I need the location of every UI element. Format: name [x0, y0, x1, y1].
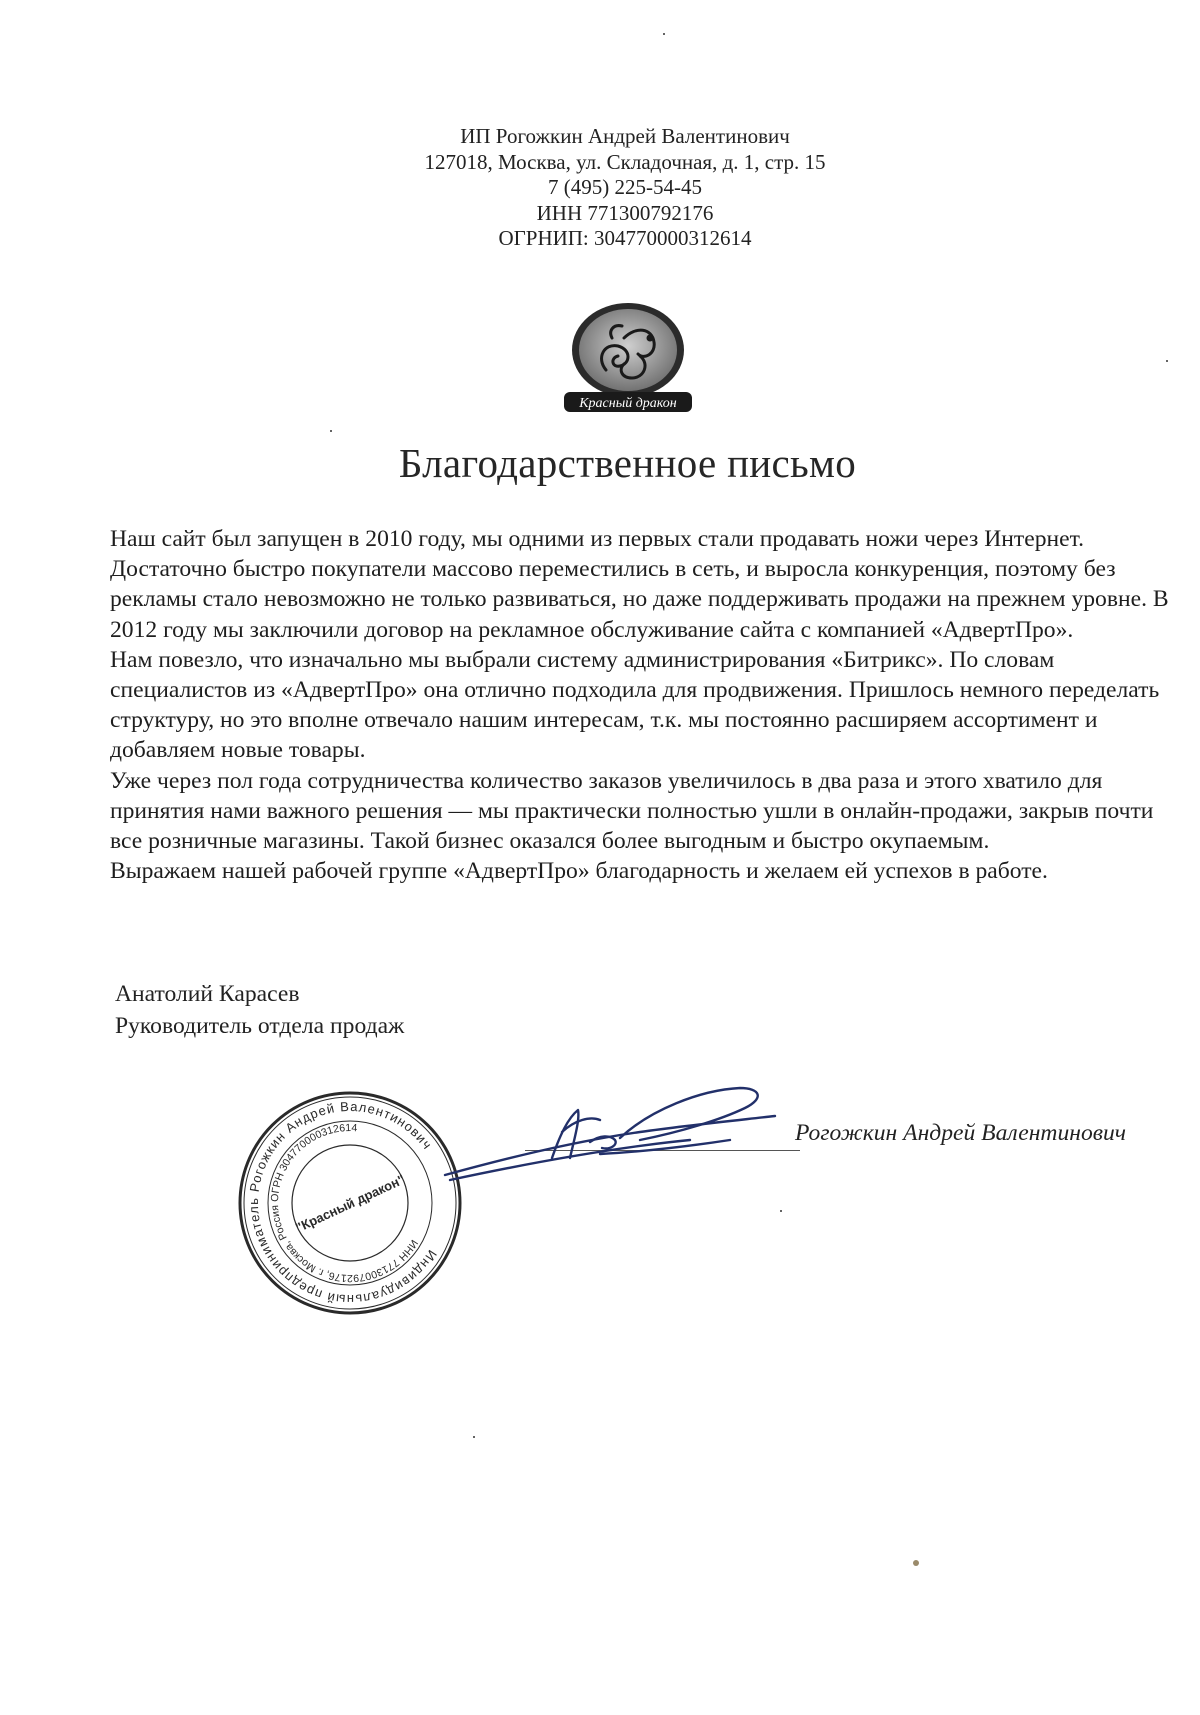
- logo-text: Красный дракон: [579, 396, 677, 411]
- signature-name: Рогожкин Андрей Валентинович: [795, 1120, 1127, 1146]
- paragraph: Нам повезло, что изначально мы выбрали систему администрирования «Битрикс». По словам специалистов из «АдвертПро» она отлично подходила для продвижения. Пришлось немного переделать структуру, но это вполне отвечало нашим интересам, т.к. мы постоянно расширяем ассортимент и добавляем новые товары.: [110, 646, 1160, 764]
- scan-speck: [913, 1560, 919, 1566]
- stamp-center-text: "Красный дракон": [293, 1171, 408, 1236]
- stamp-middle-text: ИНН 771300792176, г. Москва, Россия ОГРН 304770000312614: [268, 1121, 421, 1285]
- company-stamp: [235, 1088, 465, 1318]
- paragraph: Выражаем нашей рабочей группе «АдвертПро» благодарность и желаем ей успехов в работе.: [110, 858, 1048, 885]
- scan-speck: [473, 1436, 475, 1438]
- scan-speck: [1166, 360, 1168, 362]
- letterhead: [0, 124, 1200, 252]
- scan-speck: [780, 1210, 782, 1212]
- paragraph: Уже через пол года сотрудничества количество заказов увеличилось в два раза и этого хватило для принятия нами важного решения — мы практически полностью ушли в онлайн-продажи, закрыв почти все розничные магазины. Такой бизнес оказался более выгодным и быстро окупаемым.: [110, 767, 1154, 855]
- company-phone: 7 (495) 225-54-45: [548, 175, 702, 199]
- letter-title: Благодарственное письмо: [398, 440, 857, 486]
- signer-name: Анатолий Карасев: [115, 981, 300, 1007]
- company-inn: ИНН 771300792176: [536, 200, 714, 225]
- paragraph: Наш сайт был запущен в 2010 году, мы одними из первых стали продавать ножи через Интернет. Достаточно быстро покупатели массово переместились в сеть, и выросла конкуренция, поэтому без рекламы стало невозможно не только развиваться, но даже поддерживать продажи на прежнем уровне. В 2012 году мы заключили договор на рекламное обслуживание сайта с компанией «АдвертПро».: [110, 526, 1169, 643]
- stamp-outer-text: Индивидуальный предприниматель Рогожкин Андрей Валентинович: [245, 1098, 440, 1308]
- company-address: 127018, Москва, ул. Складочная, д. 1, стр. 15: [424, 149, 826, 174]
- signer-position: Руководитель отдела продаж: [115, 1013, 405, 1039]
- company-ogrnip: ОГРНИП: 304770000312614: [498, 226, 752, 250]
- company-logo: [546, 298, 710, 416]
- scan-speck: [330, 430, 332, 432]
- company-name: ИП Рогожкин Андрей Валентинович: [460, 124, 790, 148]
- handwritten-signature: [440, 1080, 800, 1190]
- letter-body: [110, 524, 1170, 886]
- scan-speck: [663, 33, 665, 35]
- signer-block: [115, 978, 404, 1042]
